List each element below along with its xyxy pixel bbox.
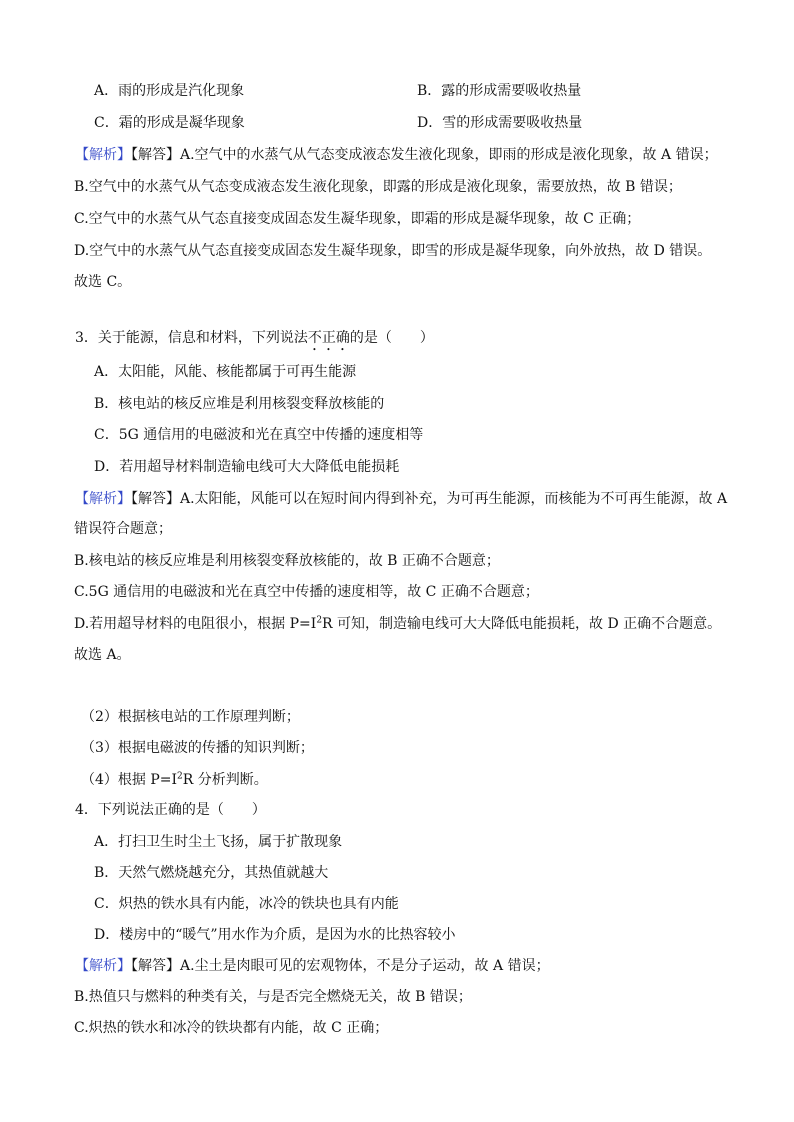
answer-text: R 可知，制造输电线可大大降低电能损耗，故 D 正确不合题意。 — [322, 616, 722, 632]
q3-stem-prefix: 3．关于能源，信息和材料，下列说法 — [75, 330, 308, 346]
note-text: （4）根据 P=I — [81, 772, 178, 788]
q2-answer-line-1 — [75, 145, 718, 165]
q3-answer-line-4 — [74, 614, 721, 634]
q4-answer-line-3: C.炽热的铁水和冰冷的铁块都有内能，故 C 正确； — [74, 1020, 389, 1036]
q2-answer-line-3: C.空气中的水蒸气从气态直接变成固态发生凝华现象，即霜的形成是凝华现象，故 C 正确； — [74, 211, 641, 227]
q4-stem: 4．下列说法正确的是（ ） — [75, 802, 266, 818]
q3-answer-line-1 — [75, 489, 727, 509]
q3-answer-line-3: C.5G 通信用的电磁波和光在真空中传播的速度相等，故 C 正确不合题意； — [74, 584, 539, 600]
answer-text: A.太阳能，风能可以在短时间内得到补充，为可再生能源，而核能为不可再生能源，故 A — [180, 491, 728, 507]
q2-option-b: B．露的形成需要吸收热量 — [417, 83, 582, 99]
analysis-tag: 【解析】 — [75, 958, 131, 974]
q3-stem — [75, 328, 434, 348]
answer-text: A.空气中的水蒸气从气态变成液态发生液化现象，即雨的形成是液化现象，故 A 错误； — [180, 147, 718, 163]
q3-note-4 — [81, 770, 268, 790]
q3-answer-line-1b: 错误符合题意； — [74, 521, 172, 537]
q3-option-d: D．若用超导材料制造输电线可大大降低电能损耗 — [94, 459, 400, 475]
q2-option-d: D．雪的形成需要吸收热量 — [417, 115, 583, 131]
q4-answer-line-1 — [75, 956, 550, 976]
q2-answer-line-2: B.空气中的水蒸气从气态变成液态发生液化现象，即露的形成是液化现象，需要放热，故 B 错误； — [74, 179, 682, 195]
answer-tag: 【解答】 — [131, 958, 180, 974]
q2-conclusion: 故选 C。 — [74, 274, 132, 290]
q4-option-d: D．楼房中的“暖气”用水作为介质，是因为水的比热容较小 — [94, 927, 456, 943]
answer-text: D.若用超导材料的电阻很小，根据 P=I — [74, 616, 317, 632]
superscript: 2 — [177, 771, 183, 782]
q3-answer-line-2: B.核电站的核反应堆是利用核裂变释放核能的，故 B 正确不合题意； — [74, 553, 500, 569]
q4-answer-line-2: B.热值只与燃料的种类有关，与是否完全燃烧无关，故 B 错误； — [74, 989, 472, 1005]
analysis-tag: 【解析】 — [75, 491, 131, 507]
note-text: R 分析判断。 — [182, 772, 268, 788]
q3-option-a: A．太阳能，风能、核能都属于可再生能源 — [94, 364, 357, 380]
q2-answer-line-4: D.空气中的水蒸气从气态直接变成固态发生凝华现象，即雪的形成是凝华现象，向外放热，故 D 错误。 — [74, 243, 712, 259]
q3-conclusion: 故选 A。 — [74, 647, 131, 663]
q3-option-c: C．5G 通信用的电磁波和光在真空中传播的速度相等 — [94, 427, 424, 443]
analysis-tag: 【解析】 — [75, 147, 131, 163]
superscript: 2 — [316, 615, 323, 626]
answer-tag: 【解答】 — [131, 147, 180, 163]
q2-option-c: C．霜的形成是凝华现象 — [94, 115, 245, 131]
q4-option-a: A．打扫卫生时尘土飞扬，属于扩散现象 — [94, 834, 343, 850]
q3-note-3: （3）根据电磁波的传播的知识判断； — [81, 740, 314, 756]
q4-option-c: C．炽热的铁水具有内能，冰冷的铁块也具有内能 — [94, 896, 399, 912]
q3-note-2: （2）根据核电站的工作原理判断； — [81, 709, 300, 725]
q2-option-a: A．雨的形成是汽化现象 — [94, 83, 245, 99]
q3-stem-suffix: 的是（ ） — [349, 330, 434, 346]
q3-option-b: B．核电站的核反应堆是利用核裂变释放核能的 — [94, 396, 385, 412]
q3-stem-emphasis: 不正确 — [307, 330, 350, 346]
answer-tag: 【解答】 — [131, 491, 180, 507]
answer-text: A.尘土是肉眼可见的宏观物体，不是分子运动，故 A 错误； — [180, 958, 550, 974]
q4-option-b: B．天然气燃烧越充分，其热值就越大 — [94, 865, 329, 881]
